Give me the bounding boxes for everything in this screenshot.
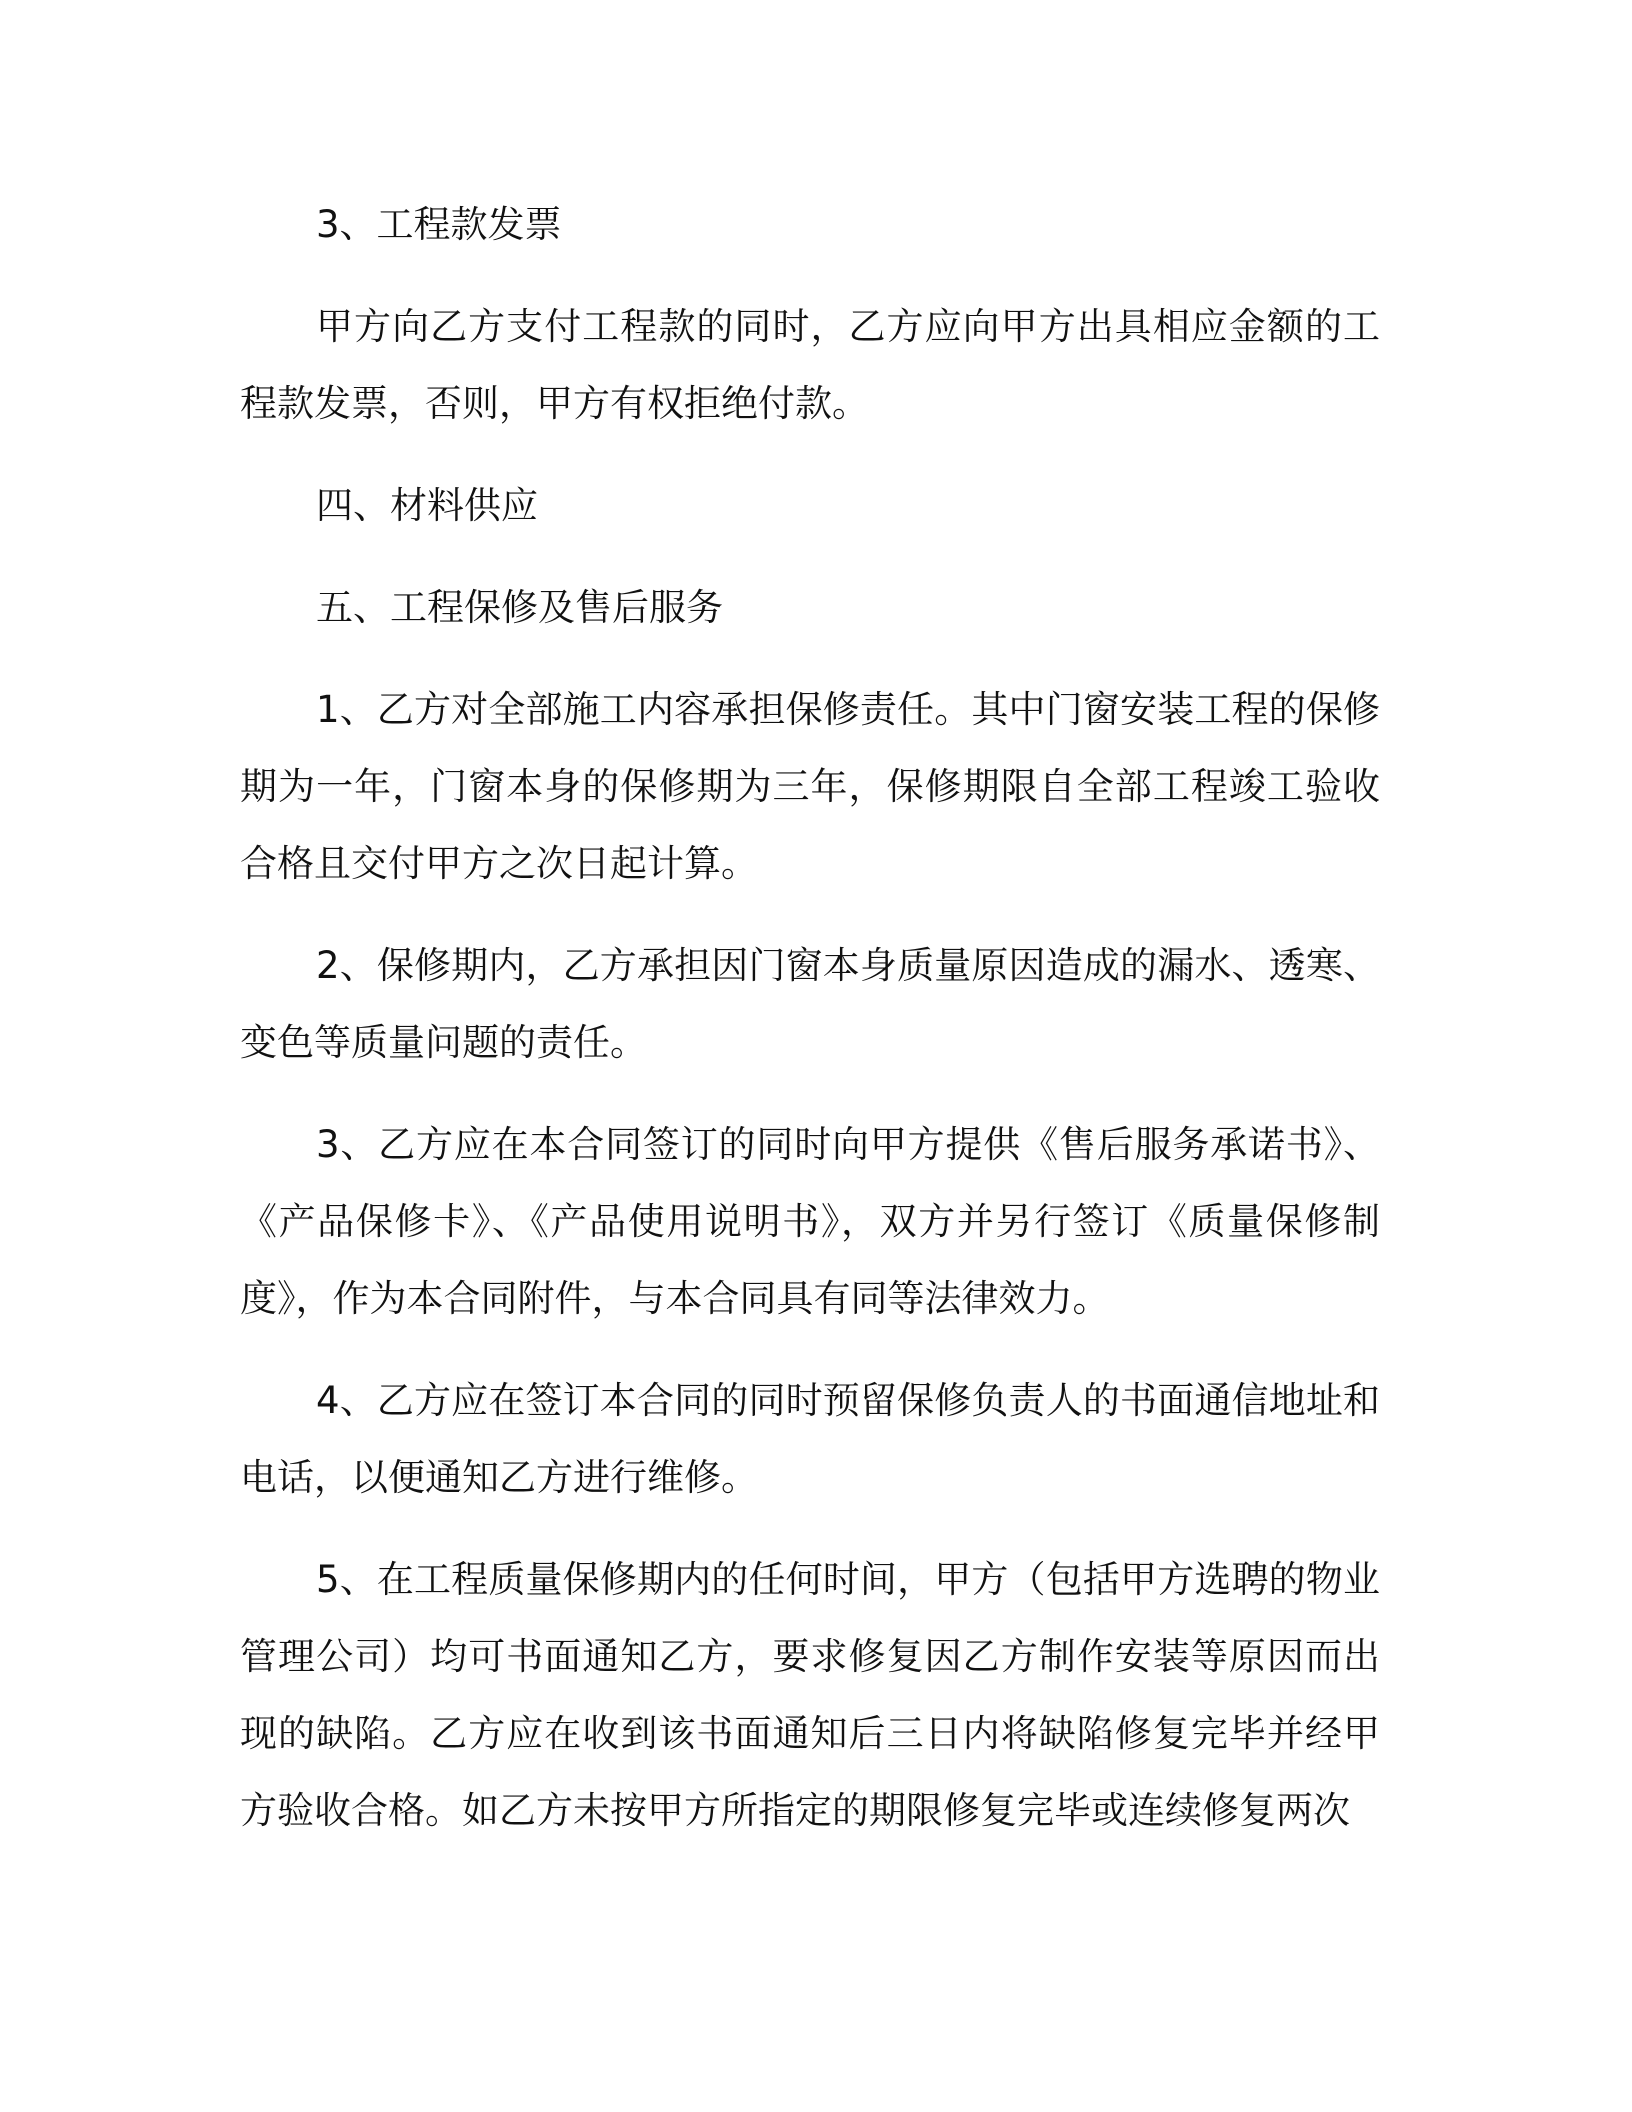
paragraph-invoice-terms: 甲方向乙方支付工程款的同时，乙方应向甲方出具相应金额的工程款发票，否则，甲方有权拒绝付款。 bbox=[240, 305, 1380, 425]
paragraph-warranty-2: 2、保修期内，乙方承担因门窗本身质量原因造成的漏水、透寒、变色等质量问题的责任。 bbox=[240, 944, 1380, 1064]
section-heading-materials: 四、材料供应 bbox=[316, 484, 538, 527]
section-heading-invoice: 3、工程款发票 bbox=[316, 203, 562, 246]
paragraph-warranty-3: 3、乙方应在本合同签订的同时向甲方提供《售后服务承诺书》、《产品保修卡》、《产品使用说明书》，双方并另行签订《质量保修制度》，作为本合同附件，与本合同具有同等法律效力。 bbox=[240, 1123, 1380, 1320]
document-body bbox=[240, 186, 1380, 1874]
paragraph-warranty-1: 1、乙方对全部施工内容承担保修责任。其中门窗安装工程的保修期为一年，门窗本身的保修期为三年，保修期限自全部工程竣工验收合格且交付甲方之次日起计算。 bbox=[240, 688, 1380, 885]
paragraph-warranty-5: 5、在工程质量保修期内的任何时间，甲方（包括甲方选聘的物业管理公司）均可书面通知乙方，要求修复因乙方制作安装等原因而出现的缺陷。乙方应在收到该书面通知后三日内将缺陷修复完毕并经甲方验收合格。如乙方未按甲方所指定的期限修复完毕或连续修复两次 bbox=[240, 1558, 1380, 1832]
section-heading-warranty: 五、工程保修及售后服务 bbox=[316, 586, 723, 629]
paragraph-warranty-4: 4、乙方应在签订本合同的同时预留保修负责人的书面通信地址和电话，以便通知乙方进行维修。 bbox=[240, 1379, 1380, 1499]
